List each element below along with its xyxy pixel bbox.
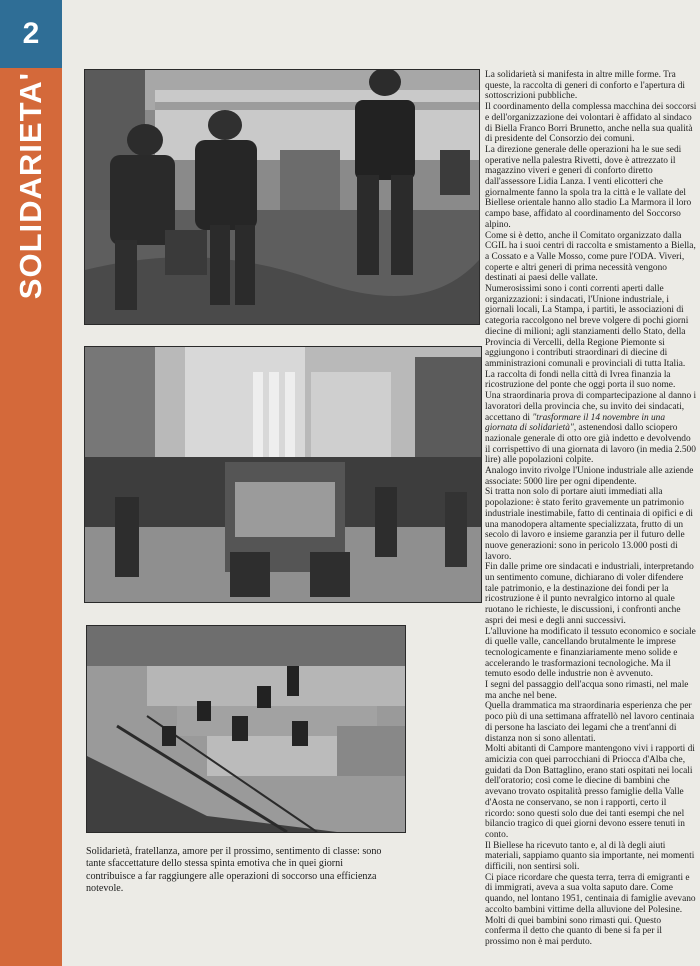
paragraph: Ci piace ricordare che questa terra, terra di emigranti e di immigrati, aveva a sua volta saputo dare. Come quando, nel lontano 1951, centinaia di famiglie avevano accolto bambini vittime della alluvione del Polesine. Molti di quei bambini sono rimasti qui. Questo conferma il detto che quanto di bene si fa per il prossimo non è mai perduto. [485,872,696,947]
paragraph: Molti abitanti di Campore mantengono vivi i rapporti di amicizia con quei parrocchiani di Priocca d'Alba che, guidati da Don Battaglino, erano stati ospitati nei locali dell'oratorio; così come le diecine di bambini che avevano trovato ospitalità presso famiglie della Valle d'Aosta ne conservano, se non i rapporti, certo il ricordo: sono questi solo due dei tanti esempi che nel bilancio tragico di quei giorni devono essere tenuti in conto. [485,744,695,840]
paragraph: La raccolta di fondi nella città di Ivrea finanzia la ricostruzione del ponte che oggi porta il suo nome. [485,369,676,391]
paragraph: I segni del passaggio dell'acqua sono rimasti, nel male ma anche nel bene. [485,680,689,701]
vertical-title [2,72,60,342]
paragraph: L'alluvione ha modificato il tessuto economico e sociale di quelle valle, cancellando brutalmente le imprese tecnologicamente e finanziariamente meno solide e accelerando le trasformazioni tecnologiche. Ma il temuto esodo delle industrie non è avvenuto. [485,626,696,680]
quoted-slogan: "trasformare il 14 novembre in una giornata di solidarietà" [485,412,666,434]
paragraph [485,391,698,466]
paragraph: La solidarietà si manifesta in altre mille forme. Tra queste, la raccolta di generi di conforto e l'apertura di sottoscrizioni pubbliche. [485,70,686,102]
paragraph: Come si è detto, anche il Comitato organizzato dalla CGIL ha i suoi centri di raccolta e smistamento a Biella, a Cossato e a Valle Mosso, come pure l'ODA. Viveri, coperte e altri generi di prima necessità vengono destinati ai paesi delle vallate. [485,230,696,284]
paragraph-part: , astenendosi dallo sciopero nazionale generale di otto ore già indetto e devolvendo il corrispettivo di una giornata di lavoro (in media 2.500 lire) alle popolazioni colpite. [485,423,696,466]
paragraph: Si tratta non solo di portare aiuti immediati alla popolazione: è stato ferito gravemente un patrimonio industriale inestimabile, fatto di centinaia di opifici e di una manodopera altamente specializzata, frutto di un secolo di lavoro e insieme garanzia per il futuro delle nuove generazioni: sono in pericolo 13.000 posti di lavoro. [485,487,694,562]
paragraph: La direzione generale delle operazioni ha le sue sedi operative nella palestra Rivetti, dove è attrezzato il magazzino viveri e generi di conforto diretto dall'assessore Lidia Lanza. I venti elicotteri che giornalmente fanno la spola tra la città e le vallate del Biellese orientale hanno allo stadio La Marmora il loro campo base, affidato al coordinamento del Soccorso alpino. [485,144,692,230]
body-text [485,70,698,950]
vertical-title-text: SOLIDARIETA' [13,72,48,300]
panel-number: 2 [0,0,62,68]
paragraph: Fin dalle prime ore sindacati e industriali, interpretando un sentimento comune, dichiarano di voler difendere tale patrimonio, e la destinazione dei fondi per la ricostruzione è il punto nevralgico intorno al quale ruotano le richieste, le discussioni, i confronti anche aspri dei mesi e degli anni successivi. [485,562,694,626]
photo-crowd-truck [84,346,482,603]
photo-caption: Solidarietà, fratellanza, amore per il prossimo, sentimento di classe: sono tante sfaccettature dello stessa spinta emotiva che in quei giorni contribuisce a far raggiungere alle operazioni di soccorso una efficienza notevole. [86,846,382,895]
paragraph: Il coordinamento della complessa macchina dei soccorsi e dell'organizzazione dei volontari è affidato al sindaco di Biella Franco Borri Brunetto, anche nella sua qualità di presidente del Consorzio dei comuni. [485,102,697,145]
paragraph: Quella drammatica ma straordinaria esperienza che per poco più di una settimana affratellò nel lavoro centinaia di persone ha lasciato dei legami che a trent'anni di distanza non si sono allentati. [485,701,695,744]
paragraph: Numerosissimi sono i conti correnti aperti dalle organizzazioni: i sindacati, l'Unione industriale, i giornali locali, La Stampa, i partiti, le associazioni di categoria raccolgono nel breve volgere di pochi giorni diecine di milioni; agli stanziamenti dello Stato, della Provincia di Vercelli, della Regione Piemonte si aggiungono i contributi straordinari di diecine di amministrazioni comunali e provinciali di tutta Italia. [485,284,689,369]
paragraph: Il Biellese ha ricevuto tanto e, al di là degli aiuti materiali, sappiamo quanto sia importante, nei momenti difficili, non sentirsi soli. [485,840,695,873]
paragraph-part: Una straordinaria prova di compartecipazione al danno i lavoratori della provincia che, su invito dei sindacati, accettano di [485,391,697,423]
paragraph: Analogo invito rivolge l'Unione industriale alle aziende associate: 5000 lire per ogni dipendente. [485,466,694,487]
photo-ruins-group [86,625,406,833]
photo-volunteers-buckets [84,69,480,325]
